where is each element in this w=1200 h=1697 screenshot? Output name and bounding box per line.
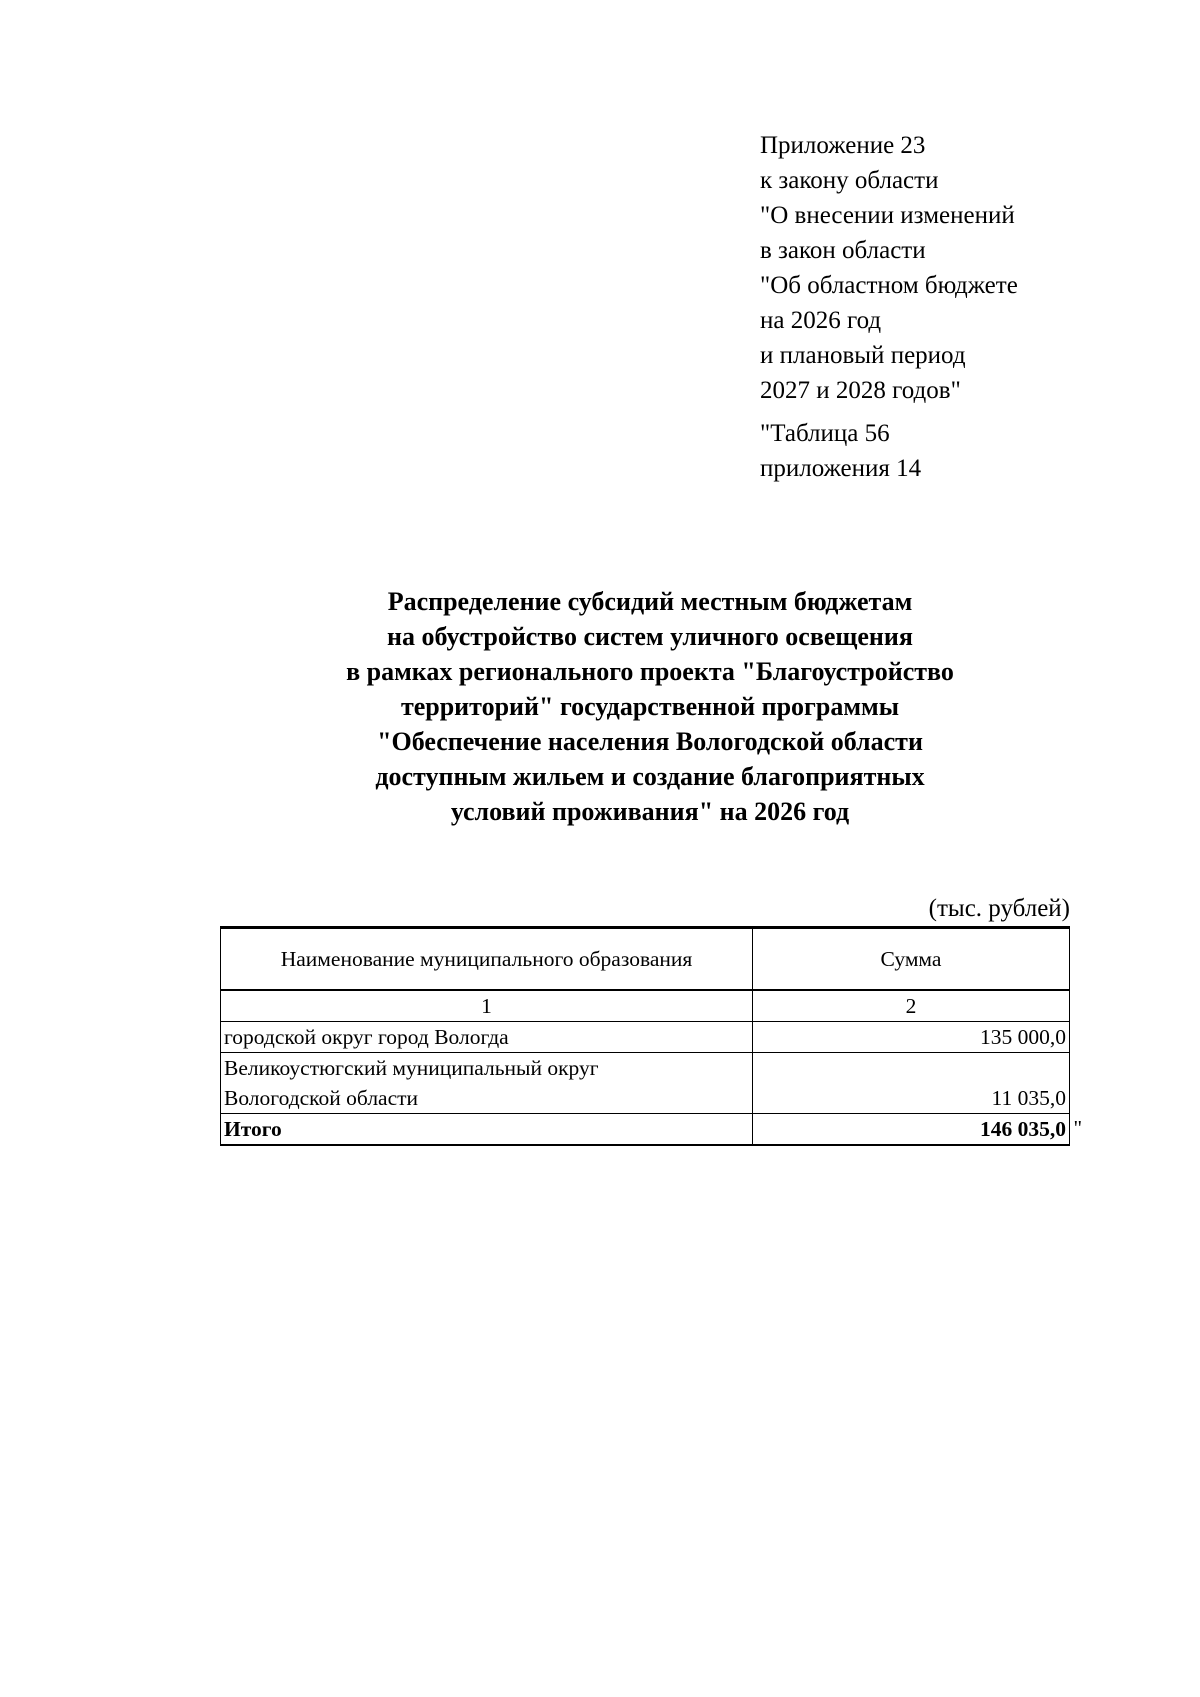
document-title xyxy=(200,584,1100,829)
total-amount: 146 035,0 xyxy=(753,1114,1070,1146)
table-row xyxy=(221,1053,1070,1114)
amount-cell: 11 035,0 xyxy=(753,1053,1070,1114)
amount-cell: 135 000,0 xyxy=(753,1022,1070,1053)
column-number-row xyxy=(221,990,1070,1022)
title-line: в рамках регионального проекта "Благоустройство xyxy=(346,657,954,686)
total-label: Итого xyxy=(221,1114,753,1146)
column-header-name: Наименование муниципального образования xyxy=(221,928,753,991)
subsidy-table xyxy=(220,926,1070,1146)
title-line: территорий" государственной программы xyxy=(400,692,900,721)
table-header-row xyxy=(221,928,1070,991)
closing-quote: " xyxy=(1073,1115,1083,1140)
header-line: "Об областном бюджете xyxy=(760,272,1018,299)
municipality-name-line: Вологодской области xyxy=(224,1086,419,1110)
header-line: к закону области xyxy=(760,167,939,194)
title-line: Распределение субсидий местным бюджетам xyxy=(387,587,913,616)
title-line: доступным жильем и создание благоприятных xyxy=(375,762,925,791)
column-number: 2 xyxy=(753,990,1070,1022)
title-line: условий проживания" на 2026 год xyxy=(450,797,850,826)
municipality-name xyxy=(221,1022,753,1053)
column-number: 1 xyxy=(221,990,753,1022)
table-reference-line: "Таблица 56 xyxy=(760,420,890,447)
header-line: Приложение 23 xyxy=(760,132,926,159)
header-line: 2027 и 2028 годов" xyxy=(760,377,961,404)
units-label: (тыс. рублей) xyxy=(928,895,1070,922)
header-spacer xyxy=(760,408,1180,416)
municipality-name-line: Великоустюгский муниципальный округ xyxy=(224,1056,599,1080)
municipality-name-line: городской округ город Вологда xyxy=(224,1025,509,1049)
header-line: и плановый период xyxy=(760,342,966,369)
header-line: в закон области xyxy=(760,237,926,264)
table-reference-line: приложения 14 xyxy=(760,455,922,482)
title-line: на обустройство систем уличного освещения xyxy=(387,622,913,651)
municipality-name xyxy=(221,1053,753,1114)
table-row xyxy=(221,1022,1070,1053)
header-line: на 2026 год xyxy=(760,307,882,334)
title-line: "Обеспечение населения Вологодской области xyxy=(377,727,923,756)
column-header-amount: Сумма xyxy=(753,928,1070,991)
header-line: "О внесении изменений xyxy=(760,202,1015,229)
total-row xyxy=(221,1114,1070,1146)
appendix-header xyxy=(760,128,1180,486)
